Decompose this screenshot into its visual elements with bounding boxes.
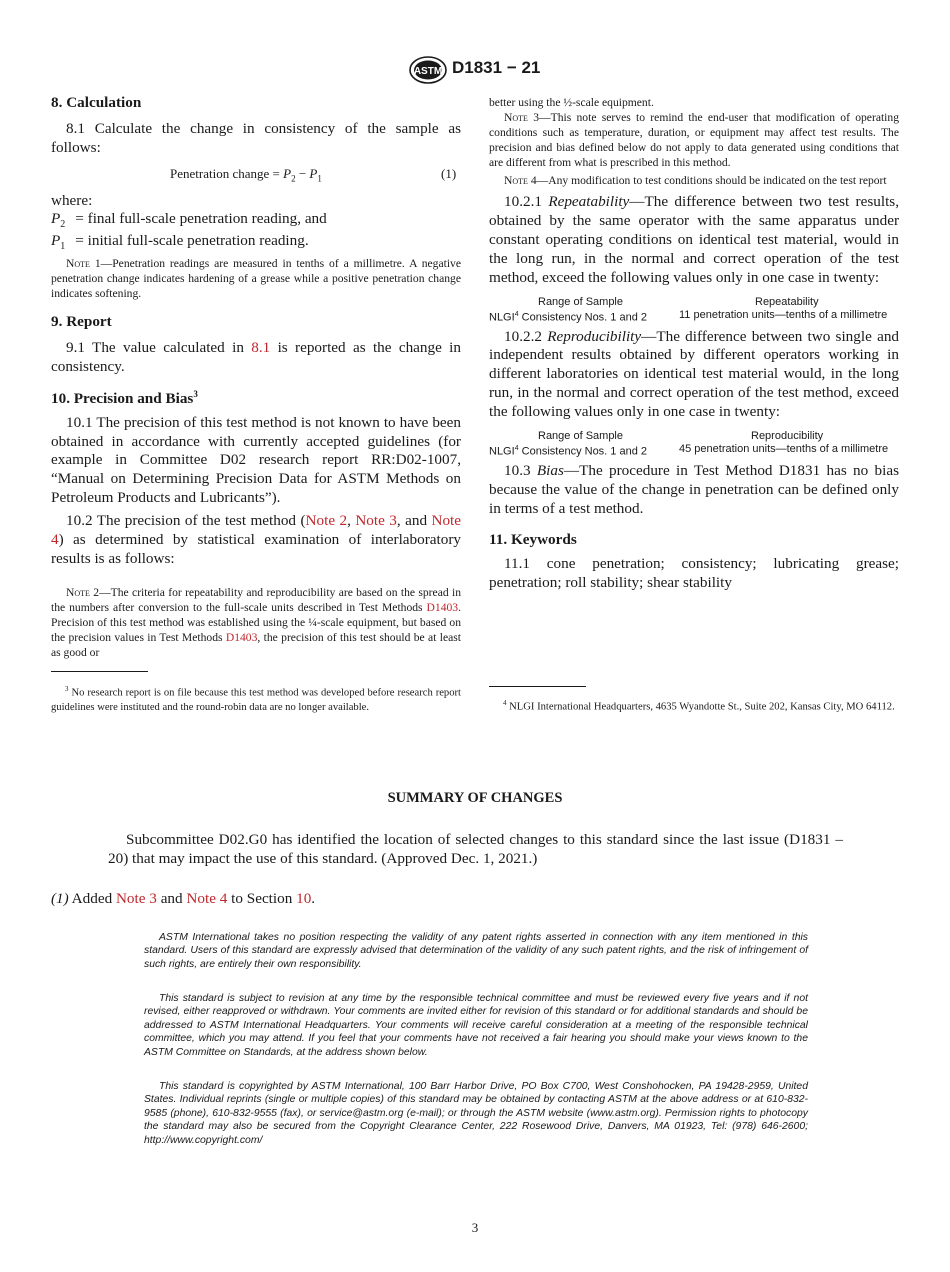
note-2-continued: better using the ½-scale equipment. <box>489 96 654 109</box>
reproducibility-row-range: NLGI$^4$ Consistency Nos. 1 and 2 <box>489 445 647 458</box>
link-d1403-second[interactable]: D1403 <box>225 630 258 644</box>
summary-title: SUMMARY OF CHANGES <box>387 790 563 806</box>
section-10-heading: 10. Precision and Bias$^3$ <box>51 388 198 407</box>
repeatability-col-value: Repeatability <box>755 295 819 308</box>
note-3: Note 3—This note serves to remind the end-user that modification of operating conditions such as temperature, duration, or equipment may affect test results. The precision and bias defined below do not apply to data generated using conditions that are different from what is prescribed in this method. <box>489 111 899 169</box>
right-column <box>489 95 899 593</box>
paragraph-11-1: 11.1 cone penetration; consistency; lubricating grease; penetration; roll stability; shear stability <box>489 554 899 591</box>
where-label: where: <box>51 191 93 209</box>
section-8-heading: 8. Calculation <box>51 94 142 111</box>
equation-1 <box>51 162 461 188</box>
paragraph-10-2-2: 10.2.2 Reproducibility—The difference between two single and independent results obtained by different operators working in different laboratories on identical test material would, in the long run, in the normal and correct operation of the test method, exceed the following values only in one case in twenty: <box>489 327 900 421</box>
equation-p2-sub: 2 <box>291 173 296 184</box>
left-column <box>51 94 461 660</box>
equation-p2: P <box>283 165 292 181</box>
repeatability-row-range: NLGI$^4$ Consistency Nos. 1 and 2 <box>489 310 647 324</box>
paragraph-8-1: 8.1 Calculate the change in consistency of the sample as follows: <box>51 120 461 156</box>
note-4: Note 4—Any modification to test conditions should be indicated on the test report <box>504 174 887 187</box>
reproducibility-row-value: 45 penetration units—tenths of a millimetre <box>679 443 889 456</box>
link-summary-note-3[interactable]: Note 3 <box>115 890 157 907</box>
equation-number: (1) <box>441 165 457 181</box>
reproducibility-col-range: Range of Sample <box>538 430 623 443</box>
note-2: Note 2—The criteria for repeatability and reproducibility are based on the spread in the numbers after conversion to the full-scale units described in Test Methods D1403. Precision of this test method was established using the ¼-scale equipment, but based on the precision values in Test Methods D1403, the precision of this test should be at least as good or <box>51 585 461 659</box>
paragraph-10-2: 10.2 The precision of the test method (Note 2, Note 3, and Note 4) as determined by statistical examination of interlaboratory results is as follows: <box>51 512 462 567</box>
link-note-3[interactable]: Note 3 <box>355 512 397 530</box>
repeatability-table <box>489 294 899 324</box>
paragraph-10-2-1: 10.2.1 Repeatability—The difference between two test results, obtained by the same operator with the same apparatus under constant operating conditions on identical test material, would in the long run, in the normal and correct operation of the test method, exceed the following values only in one case in twenty: <box>489 193 899 286</box>
copyright-statement: This standard is copyrighted by ASTM International, 100 Barr Harbor Drive, PO Box C700, West Conshohocken, PA 19428-2959, United States. Individual reprints (single or multiple copies) of this standard may be obtained by contacting ASTM at the above address or at 610-832-9585 (phone), 610-832-9555 (fax), or service@astm.org (e-mail); or through the ASTM website (www.astm.org). Permission rights to photocopy the standard may also be secured from the Copyright Clearance Center, 222 Rosewood Drive, Danvers, MA 01923, Tel: (978) 646-2600; http://www.copyright.com/ <box>144 1081 808 1146</box>
section-9-heading: 9. Report <box>51 312 112 330</box>
reproducibility-col-value: Reproducibility <box>751 430 824 443</box>
equation-p1: P <box>309 165 318 181</box>
summary-intro: Subcommittee D02.G0 has identified the location of selected changes to this standard since the last issue (D1831 – 20) that may impact the use of this standard. (Approved Dec. 1, 2021.) <box>108 831 843 867</box>
note-1: Note 1—Penetration readings are measured in tenths of a millimetre. A negative penetration change indicates hardening of a grease while a positive penetration change indicates softening. <box>51 256 461 300</box>
definition-p1: $P_1$ = initial full-scale penetration reading. <box>51 232 309 253</box>
link-note-2[interactable]: Note 2 <box>305 512 348 530</box>
link-summary-section-10[interactable]: 10 <box>296 890 312 907</box>
astm-logo-icon <box>408 54 448 86</box>
paragraph-9-1: 9.1 The value calculated in 8.1 is reported as the change in consistency. <box>51 338 461 375</box>
equation-p1-sub: 1 <box>317 173 322 184</box>
patent-statement: ASTM International takes no position respecting the validity of any patent rights asserted in connection with any item mentioned in this standard. Users of this standard are expressly advised that determination of the validity of any such patent rights, and the risk of infringement of such rights, are entirely their own responsibility. <box>144 932 808 970</box>
footnote-rule-right <box>489 686 586 687</box>
footnote-4: $^4$ NLGI International Headquarters, 4635 Wyandotte St., Suite 202, Kansas City, MO 64112. <box>503 699 895 713</box>
link-note-4[interactable]: Note 4 <box>51 512 462 549</box>
link-section-8-1[interactable]: 8.1 <box>251 338 271 356</box>
summary-item-1: (1) Added Note 3 and Note 4 to Section 10. <box>51 890 316 907</box>
svg-text:ASTM: ASTM <box>413 66 443 77</box>
equation-lhs: Penetration change = <box>170 165 284 181</box>
reproducibility-table <box>489 428 899 458</box>
link-summary-note-4[interactable]: Note 4 <box>186 890 228 907</box>
paragraph-10-1: 10.1 The precision of this test method is not known to have been obtained in accordance with currently accepted guidelines (for example in Committee D02 research report RR:D02-1007, “Manual on Determining Precision Data for ASTM Methods on Petroleum Products and Lubricants”). <box>51 413 461 507</box>
page-header <box>0 56 950 88</box>
footnote-3: $^3$ No research report is on file because this test method was developed before research report guidelines were instituted and the round-robin data are no longer available. <box>51 685 461 714</box>
footnote-rule-left <box>51 671 148 672</box>
section-11-heading: 11. Keywords <box>489 530 577 548</box>
equation-minus: − <box>295 165 310 181</box>
repeatability-col-range: Range of Sample <box>538 295 623 308</box>
paragraph-10-3: 10.3 Bias—The procedure in Test Method D1831 has no bias because the value of the change in penetration can be defined only in terms of a test method. <box>489 462 900 517</box>
document-designation: D1831 − 21 <box>452 58 541 77</box>
revision-statement: This standard is subject to revision at any time by the responsible technical committee and must be reviewed every five years and if not revised, either reapproved or withdrawn. Your comments are invited either for revision of this standard or for additional standards and should be addressed to ASTM International Headquarters. Your comments will receive careful consideration at a meeting of the responsible technical committee, which you may attend. If you feel that your comments have not received a fair hearing you should make your views known to the ASTM Committee on Standards, at the address shown below. <box>144 993 808 1058</box>
page-number: 3 <box>471 1220 479 1235</box>
link-d1403[interactable]: D1403 <box>426 600 459 614</box>
repeatability-row-value: 11 penetration units—tenths of a millimetre <box>679 308 888 321</box>
definition-p2: $P_2$ = final full-scale penetration reading, and <box>51 209 327 230</box>
